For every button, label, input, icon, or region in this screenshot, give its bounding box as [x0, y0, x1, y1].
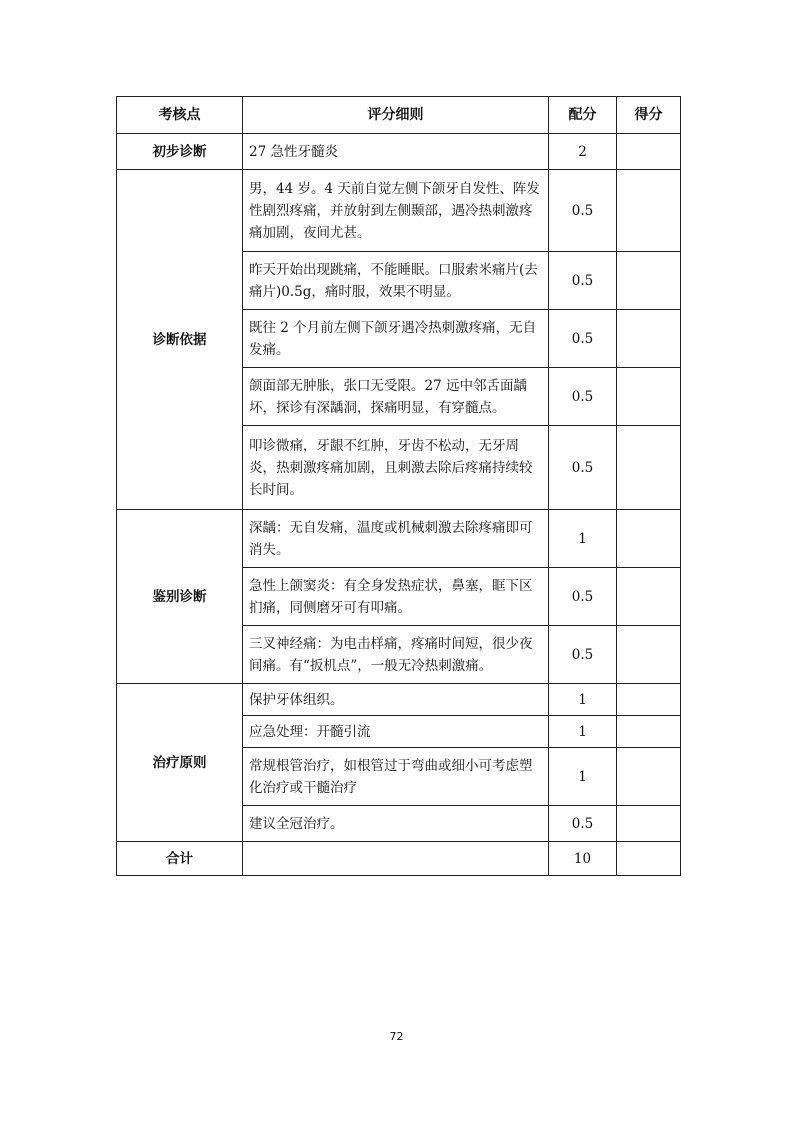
points-cell: 0.5 — [549, 626, 617, 684]
detail-cell: 保护牙体组织。 — [243, 684, 549, 716]
points-cell: 0.5 — [549, 310, 617, 368]
score-cell — [617, 310, 681, 368]
detail-cell: 颌面部无肿胀，张口无受限。27 远中邻舌面龋坏，探诊有深龋洞，探痛明显，有穿髓点。 — [243, 368, 549, 426]
score-cell — [617, 170, 681, 252]
table-row — [117, 134, 681, 170]
total-row — [117, 842, 681, 876]
score-cell — [617, 806, 681, 842]
header-score: 得分 — [617, 97, 681, 134]
score-cell — [617, 748, 681, 806]
points-cell: 1 — [549, 716, 617, 748]
points-cell: 1 — [549, 748, 617, 806]
points-cell: 2 — [549, 134, 617, 170]
score-cell — [617, 716, 681, 748]
detail-cell: 既往 2 个月前左侧下颌牙遇冷热刺激疼痛，无自发痛。 — [243, 310, 549, 368]
score-cell — [617, 368, 681, 426]
table-row — [117, 684, 681, 716]
page-number: 72 — [389, 1030, 404, 1043]
header-scoring-rules: 评分细则 — [243, 97, 549, 134]
detail-cell: 昨天开始出现跳痛，不能睡眠。口服索米痛片(去痛片)0.5g，痛时服，效果不明显。 — [243, 252, 549, 310]
detail-cell: 建议全冠治疗。 — [243, 806, 549, 842]
score-cell — [617, 426, 681, 510]
header-allotted-points: 配分 — [549, 97, 617, 134]
points-cell: 1 — [549, 684, 617, 716]
points-cell: 1 — [549, 510, 617, 568]
total-detail-cell — [243, 842, 549, 876]
category-cell: 治疗原则 — [117, 684, 243, 842]
score-cell — [617, 568, 681, 626]
points-cell: 0.5 — [549, 806, 617, 842]
points-cell: 0.5 — [549, 252, 617, 310]
detail-cell: 三叉神经痛：为电击样痛，疼痛时间短，很少夜间痛。有“扳机点”，一般无冷热刺激痛。 — [243, 626, 549, 684]
points-cell: 0.5 — [549, 426, 617, 510]
detail-cell: 急性上颌窦炎：有全身发热症状，鼻塞，眶下区扪痛，同侧磨牙可有叩痛。 — [243, 568, 549, 626]
detail-cell: 27 急性牙髓炎 — [243, 134, 549, 170]
header-assessment-point: 考核点 — [117, 97, 243, 134]
total-points: 10 — [549, 842, 617, 876]
score-cell — [617, 134, 681, 170]
score-cell — [617, 252, 681, 310]
score-cell — [617, 626, 681, 684]
detail-cell: 叩诊微痛，牙龈不红肿，牙齿不松动，无牙周炎，热刺激疼痛加剧，且刺激去除后疼痛持续较长时间。 — [243, 426, 549, 510]
category-cell: 诊断依据 — [117, 170, 243, 510]
total-score-cell — [617, 842, 681, 876]
total-label: 合计 — [117, 842, 243, 876]
points-cell: 0.5 — [549, 170, 617, 252]
table-row — [117, 170, 681, 252]
category-cell: 鉴别诊断 — [117, 510, 243, 684]
table-row — [117, 510, 681, 568]
score-cell — [617, 684, 681, 716]
score-cell — [617, 510, 681, 568]
detail-cell: 男，44 岁。4 天前自觉左侧下颌牙自发性、阵发性剧烈疼痛，并放射到左侧颞部，遇冷热刺激疼痛加剧，夜间尤甚。 — [243, 170, 549, 252]
scoring-table — [116, 96, 681, 876]
points-cell: 0.5 — [549, 368, 617, 426]
table-header-row — [117, 97, 681, 134]
points-cell: 0.5 — [549, 568, 617, 626]
detail-cell: 深龋：无自发痛，温度或机械刺激去除疼痛即可消失。 — [243, 510, 549, 568]
category-cell: 初步诊断 — [117, 134, 243, 170]
detail-cell: 常规根管治疗，如根管过于弯曲或细小可考虑塑化治疗或干髓治疗 — [243, 748, 549, 806]
detail-cell: 应急处理：开髓引流 — [243, 716, 549, 748]
